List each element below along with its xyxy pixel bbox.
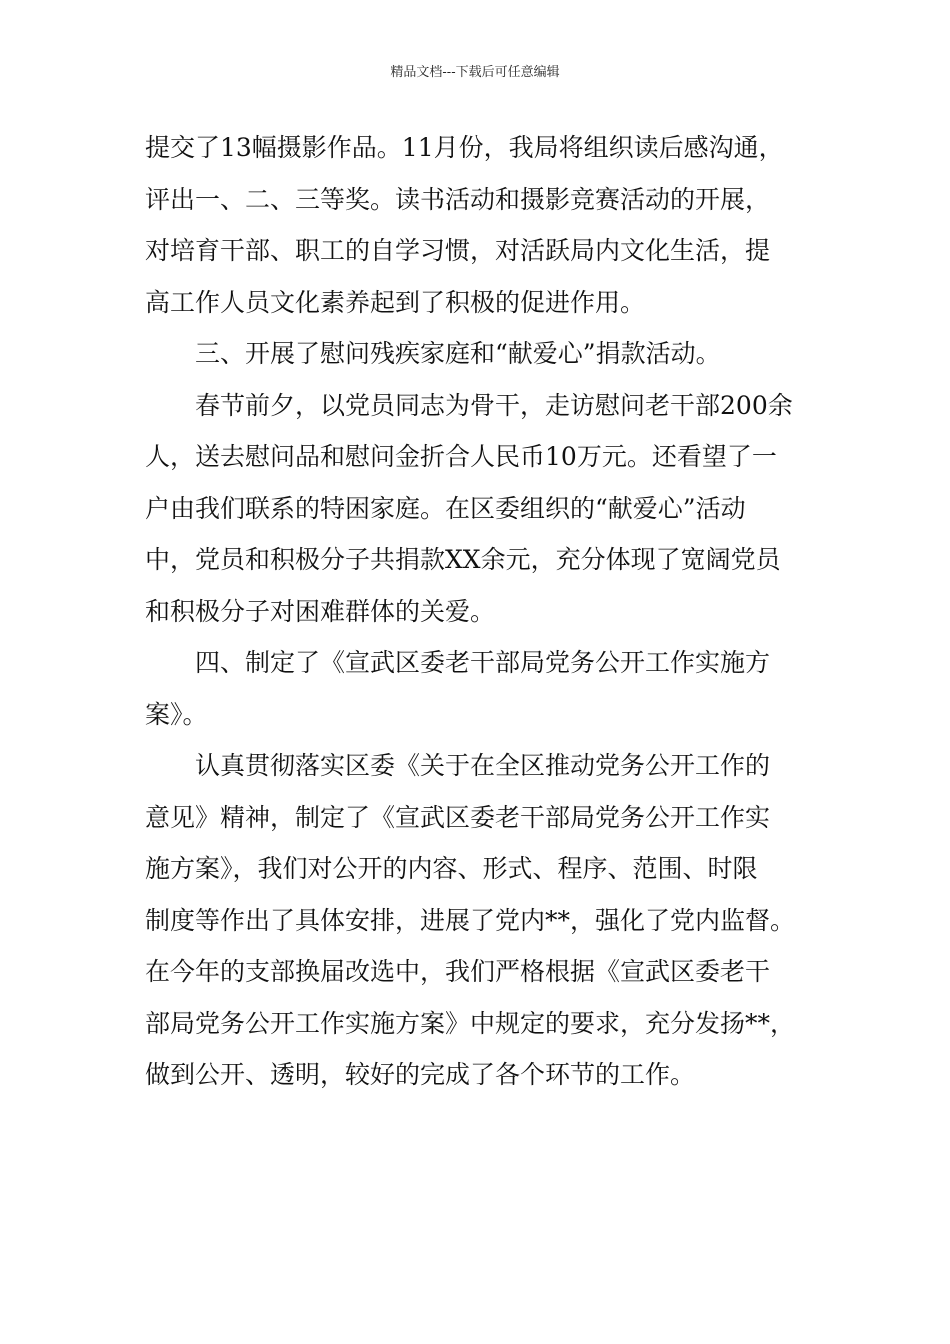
text-line: 春节前夕，以党员同志为骨干，走访慰问老干部200余: [195, 390, 793, 420]
text-line: 人，送去慰问品和慰问金折合人民币10万元。还看望了一: [145, 442, 777, 471]
text-line: 制度等作出了具体安排，进展了党内**，强化了党内监督。: [145, 905, 796, 935]
text-line: 提交了13幅摄影作品。11月份，我局将组织读后感沟通，: [145, 133, 784, 162]
text-line: 三、开展了慰问残疾家庭和“献爱心”捐款活动。: [195, 339, 721, 368]
text-line: 施方案》，我们对公开的内容、形式、程序、范围、时限: [145, 854, 758, 883]
text-line: 在今年的支部换届改选中，我们严格根据《宣武区委老干: [145, 957, 771, 986]
text-line: 高工作人员文化素养起到了积极的促进作用。: [145, 287, 646, 317]
text-line: 部局党务公开工作实施方案》中规定的要求，充分发扬**，: [145, 1008, 796, 1038]
text-line: 户由我们联系的特困家庭。在区委组织的“献爱心”活动: [145, 493, 746, 523]
page-header: 精品文档---下载后可任意编辑: [390, 65, 560, 80]
text-line: 评出一、二、三等奖。读书活动和摄影竞赛活动的开展，: [145, 184, 771, 214]
text-line: 中，党员和积极分子共捐款XX余元，充分体现了宽阔党员: [145, 545, 781, 574]
document-body: [145, 128, 835, 1107]
text-line: 意见》精神，制定了《宣武区委老干部局党务公开工作实: [145, 802, 771, 832]
text-line: 认真贯彻落实区委《关于在全区推动党务公开工作的: [195, 751, 771, 780]
text-line: 对培育干部、职工的自学习惯，对活跃局内文化生活，提: [145, 236, 771, 265]
text-line: 和积极分子对困难群体的关爱。: [145, 596, 496, 626]
text-line: 做到公开、透明，较好的完成了各个环节的工作。: [145, 1060, 696, 1089]
text-line: 案》。: [145, 699, 208, 729]
text-line: 四、制定了《宣武区委老干部局党务公开工作实施方: [195, 648, 771, 677]
